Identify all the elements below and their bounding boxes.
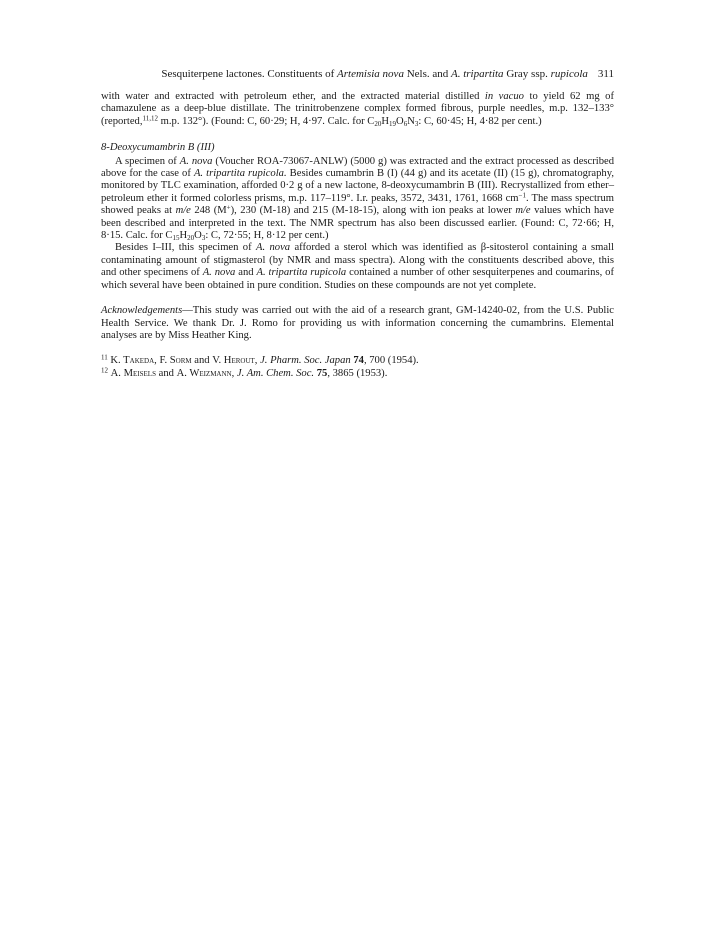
italic-text: m/e [175, 205, 191, 217]
reference-pages-year: , 3865 (1953). [327, 367, 388, 379]
page-number: 311 [597, 68, 614, 80]
heading-number: (III) [196, 142, 215, 154]
references-list [101, 355, 614, 380]
italic-text: A. nova [256, 242, 291, 254]
text: (Voucher ROA-73067-ANLW) (5000 g) was extracted and the extract processed as described above for the case of [101, 155, 614, 180]
reference-volume: 74 [353, 355, 364, 367]
header-mid2: Gray ssp. [503, 68, 551, 80]
text: : C, 60·45; H, 4·82 per cent.) [418, 115, 542, 127]
text: O [194, 230, 202, 242]
text: Besides I–III, this specimen of [115, 242, 256, 254]
paragraph-sterol [101, 242, 614, 292]
reference-author: A. Weizmann [176, 367, 232, 379]
text: ), 230 (M-18) and 215 (M-18-15), along with ion peaks at lower [230, 205, 516, 217]
text: , [231, 367, 237, 379]
text: H [179, 230, 188, 242]
subscript: 6 [403, 119, 408, 128]
italic-text: A. tripartita rupicola [256, 267, 347, 279]
reference-volume: 75 [316, 367, 328, 379]
reference-item [101, 368, 614, 380]
text: : C, 72·55; H, 8·12 per cent.) [205, 230, 329, 242]
reference-item [101, 355, 614, 367]
heading-text: 8-Deoxycumambrin B [101, 142, 195, 154]
paragraph-deoxycumambrin [101, 156, 614, 243]
italic-text: A. nova [202, 267, 236, 279]
paragraph-chamazulene [101, 91, 614, 128]
text: O [396, 115, 404, 127]
section-heading [101, 142, 614, 154]
acknowledgements-label: Acknowledgements [101, 305, 183, 317]
reference-pages-year: , 700 (1954). [363, 355, 419, 367]
text: H [381, 115, 390, 127]
acknowledgements-paragraph [101, 305, 614, 342]
acknowledgements-text: —This study was carried out with the aid of a research grant, GM-14240-02, from the U.S. Public Health Service. We thank Dr. J. Romo for providing us with information concerning the cumambrins. Elemental analyses are by Miss Heather King. [101, 305, 614, 341]
subscript: 3 [201, 234, 206, 243]
text: A specimen of [115, 155, 180, 167]
reference-author: A. Meisels [110, 367, 156, 379]
header-subspecies: rupicola [550, 68, 588, 80]
subscript: 19 [389, 119, 397, 128]
text: and [155, 367, 177, 379]
header-genus: Artemisia nova [337, 68, 404, 80]
running-header [101, 68, 614, 80]
document-page [101, 68, 614, 380]
italic-text: in vacuo [484, 91, 524, 102]
italic-text: m/e [515, 205, 531, 217]
reference-number: 11 [101, 353, 108, 362]
italic-text: A. nova [179, 155, 213, 167]
text: , [154, 355, 160, 367]
header-species: A. tripartita [451, 68, 504, 80]
text: 248 (M [190, 205, 227, 217]
text: Besides cumambrin B (I) (44 g) and its acetate (II) (15 g), chromatography, monitored by TLC examination, afforded 0·2 g of a new lactone, 8-deoxycumambrin B (III). Recrystallized from ether–petroleum ether it formed colorless prisms, m.p. 117–119°. I.r. peaks, 3572, 3431, 1761, 1668 cm [101, 168, 614, 204]
subscript: 20 [187, 234, 195, 243]
citation-ref: 11,12 [142, 114, 158, 123]
text: , [254, 355, 261, 367]
text: m.p. 132°). (Found: C, 60·29; H, 4·97. Calc. for C [157, 115, 375, 127]
reference-author: V. Herout [212, 355, 255, 367]
text: to yield 62 mg of chamazulene as a deep-blue distillate. The trinitrobenzene complex formed fibrous, purple needles, m.p. 132–133° (reported, [101, 91, 615, 127]
superscript: + [226, 203, 231, 212]
italic-text: A. tripartita rupicola. [193, 168, 287, 180]
text: . The mass spectrum showed peaks at [101, 192, 614, 217]
subscript: 15 [172, 234, 180, 243]
superscript: −1 [518, 191, 526, 200]
text: N [407, 115, 415, 127]
header-mid1: Nels. and [403, 68, 451, 80]
subscript: 20 [374, 119, 382, 128]
reference-journal: J. Am. Chem. Soc. [236, 367, 315, 379]
text: and [235, 267, 257, 279]
reference-author: F. Sorm [159, 355, 192, 367]
text: and [191, 355, 213, 367]
text: values which have been described and interpreted in the text. The NMR spectrum has also been discussed earlier. (Found: C, 72·66; H, 8·15. Calc. for C [101, 205, 615, 242]
subscript: 3 [414, 119, 419, 128]
text: with water and extracted with petroleum ether, and the extracted material distilled [101, 91, 485, 102]
text: afforded a sterol which was identified as β-sitosterol containing a small contaminating amount of stigmasterol (by NMR and mass spectra). Along with the constituents described above, this and other specimens of [101, 242, 614, 279]
reference-journal: J. Pharm. Soc. Japan [260, 355, 351, 367]
text: contained a number of other sesquiterpenes and coumarins, of which several have been obtained in pure condition. Studies on these compounds are not yet complete. [101, 267, 614, 291]
reference-author: K. Takeda [110, 355, 155, 367]
reference-number: 12 [101, 366, 108, 375]
header-prefix: Sesquiterpene lactones. Constituents of [161, 68, 338, 80]
